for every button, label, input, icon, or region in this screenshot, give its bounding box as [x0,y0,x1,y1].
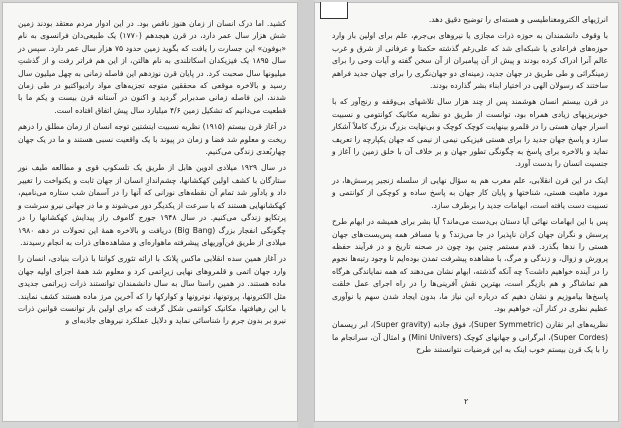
page-number: ۲ [464,397,469,406]
right-paragraph: با وقوف دانشمندان به حوزه ذرات مجازی یا نیروهای بی‌جرم، علم برای اولین بار وارد حوزه‌های فراعادی یا شبکه‌ای شد که علی‌رغم گذشته حکمتا و عرفانی از شرق و غرب عالم آنرا ادراک کرده بودند و پیش از آن پیامبران از آن سخن گفته و آیات وحی را برای زمینگرائی و طی طریق در جهان جدید، زمینه‌ای دو جهان‌نگری را برای جهان جدید فراهم ساختند که رسولان الهی در اختیار ابناء بشر گذارده بودند. [332,31,608,91]
left-paragraph: در سال ۱۹۲۹ میلادی ادوین هابل از طریق یک تلسکوپ قوی و مطالعه طیف نور ستارگان با کشف اولین کهکشانها، چشم‌اندازِ انسان از جهان ثابت و یکنواخت را تغییر داد و یادآور شد تمام آن نقطه‌های نورانی که آنها را در آسمان شب ستاره می‌نامیم، کهکشانهایی هستند که با سرعت از یکدیگر دور می‌شوند و ما در جهانی نیرو سرشت و پرتکاپو زندگی می‌کنیم. در سال ۱۹۴۸ جورج گاموف راز پیدایش کهکشانها را در چگونگی انفجار بزرگ (Big Bang) دریافت و بالاخره همهٔ این تحولات در دهه ۱۹۸۰ میلادی از طریق فن‌آوریهای پیشرفته ماهواره‌ای و مشاهده‌های ذرات به انجام رسیدند. [18,163,287,247]
right-page-text [332,14,608,357]
right-paragraph: انرژیهای الکترومغناطیسی و هسته‌ای را توضیح دقیق دهد. [428,15,608,24]
left-paragraph: کشید. اما درک انسان از زمان هنوز ناقص بود. در این ادوار مردم معتقد بودند زمین شش هزار سال عمر دارد، در قرن هیجدهم (۱۷۷۰) یک طبیعی‌دان فرانسوی به نام «بوفون» این جسارت را یافت که بگوید زمین حدود ۷۵ هزار سال عمر دارد. سپس در سال ۱۸۹۵ یک فیزیکدان اسکاتلندی به نام هالتن، از این هم فراتر رفت و از گذشتِ میلیونها سال صحبت کرد. در پایان قرن نوزدهم این فاصله زمانی به چهل میلیون سال رسید و بالاخره موقعی که محققین متوجه تجزیه‌های مواد رادیواکتیو در طی زمان شدند، این فاصله زمانی صدبرابر گردید و اکنون در آستانه قرن بیست و یکم ما با قطعیت می‌دانیم که تشکیل زمین ۴/۶ میلیارد سال پیش اتفاق افتاده است. [18,19,286,115]
left-page-text [18,18,286,328]
book-gutter [298,0,314,428]
right-paragraph: پس با این ابهامات نهائی آیا دستان بی‌دست می‌ماند؟ آیا بشر برای همیشه در ابهام طرح پرسش و نگران جهان کران ناپذیرا در جا می‌زند؟ و یا مسافر همه پس‌بست‌های جهان هستی را ندها بگذرد. قدم مستمر چنین بود چون در صحنه تاریخ و در فرآیند حفظه پرورش و زوال، و زندگی و مرگ، با مشاهده پیشرفت تمدن بوده‌ایم تا وجود رتبه‌ها نجوم را در آینده خواهیم داشت؟ چه آنکه گذشته، ابهام نشان می‌دهند که همه نمایاندگی هرگاه هم تماشاگر و هم بازیگر است، بهترین نقش آفرینی‌ها را در راه اجرای عمل خلقت پاسخ‌ها بیاموزیم و نشان دهیم که درباره این نیاز ما، بدون ایجاد شدن سهم یا نوآوری عظیم نظری در کنار آن، خواهیم بود. [332,217,608,313]
left-page [2,2,298,422]
left-paragraph: در آغاز قرن بیستم (۱۹۱۵) نظریه نسبیت اینشتین توجه انسان از زمان مطلق را درهم ریخت و معلوم شد فضا و زمان در پیوند با یک واقعیت نسبی هستند و ما در یک جهان چهاربُعدی زندگی می‌کنیم. [18,122,286,157]
right-page [314,2,619,422]
left-paragraph: در آغاز همین سده انقلابی ماکس پلانک با ارائه تئوری کوانتا با ذرات بنیادی، انسان را وارد جهان اتمی و قلمروهای نهایی زیرِاتمی کرد و معلوم شد همهٔ اجزای اولیه جهان ماده هستند. در همین راستا سال به سال دانشمندان توانستند ذرات زیراتمی جدیدی مثل الکترونها، پروتونها، نوترونها و کوارکها را که آخرین مرز ماده هستند کشف نمایند. با این رهیافتها، مکانیک کوانتمی شکل گرفت که برای اولین بار توانست قوانین ذرات نیرو بر بدون جرم را شناسائی نماید و دلایل عملکرد نیروهای جاذبه‌ای و [18,254,286,326]
right-paragraph: اینک در این قرن انقلابی، علم مغرب هم به سؤال نهایی از سلسله زنجیر پرسش‌ها، در مورد ماهیت هستی، شناختها و پایان کار جهان به پاسخ ساده و کوچکی از کوانتمی و نسبیت دست یافته است، ابهامات جدید را برطرف سازد. [332,175,608,210]
right-paragraph: در قرن بیستم انسان هوشمند پس از چند هزار سال تلاشهای بی‌وقفه و رنج‌آور که با خونریزیهای زیادی همراه بود، توانست از طریق دو نظریه مکانیک کوانتومی و نسبیت اسرار جهان هستی را در قلمرو بینهایت کوچک کوچک و بی‌نهایت بزرگ بزرگ کاملاً آشکار سازد و پاسخ جهان جدید را برای هستی فیزیکی نیمی از نیمی که جهان یکپارچه را تعریف نماید و بالاخره برای پاسخ به چگونگی تطور جهان و بر خلاف آن با خلق زمین را آغاز و جنسیت انسان را بدست آورد. [332,97,608,169]
right-paragraph: نظریه‌های ابر تقارن (Super Symmetric)، فوق جاذبه (Super gravity)، ابر ریسمان (Super Cordes)، ابرگرانی و جهانهای کوچک (Mini Univers) و امثال آن، سرانجام ما را با یک قرن بیستم خوب اینک به این فرضیات نتوانستند طرح [332,320,609,355]
